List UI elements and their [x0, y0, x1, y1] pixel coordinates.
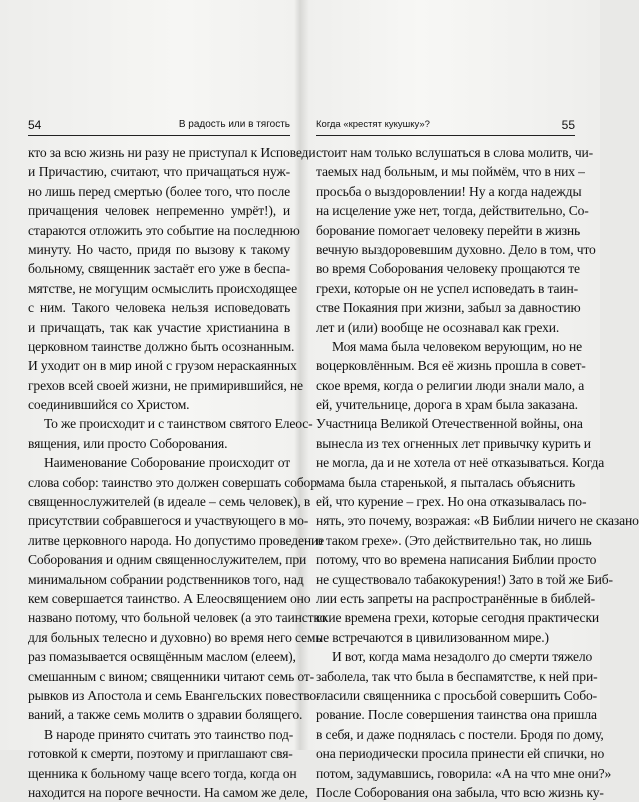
text-line: И вот, когда мама незадолго до смерти тяжело	[332, 649, 593, 665]
text-line: минуту. Но часто, придя по вызову к такому	[28, 241, 290, 257]
running-title: В радость или в тягость	[178, 119, 290, 130]
text-line: на исцеление уже нет, тогда, действительно, Со-	[316, 203, 589, 219]
page-number: 54	[28, 118, 42, 132]
text-line: присутствии собравшегося и участвующего в мо-	[28, 513, 309, 529]
text-line: стараются отложить это событие на последнюю	[28, 222, 300, 238]
text-line: раз помазывается освящённым маслом (елеем),	[28, 649, 296, 665]
text-line: борование помогает человеку перейти в жизнь	[316, 222, 581, 238]
text-line: в себя, и даже поднялась с постели. Бродя по дому,	[316, 726, 604, 742]
text-line: То же происходит и с таинством святого Елеос-	[44, 416, 313, 432]
text-line: не существовало табакокурения!) Зато в той же Биб-	[316, 571, 613, 587]
body-text	[28, 143, 327, 802]
text-line: причащения человек непременно умрёт!), и	[28, 203, 290, 219]
running-title: Когда «крестят кукушку»?	[316, 119, 430, 130]
text-line: минимальном собрании родственников того, над	[28, 571, 304, 587]
right-running-head	[316, 118, 575, 132]
text-line: грехи, которые он не успел исповедать в таин-	[316, 280, 579, 296]
text-line: Участница Великой Отечественной войны, она	[316, 416, 583, 432]
text-line: во время Соборования человеку прощаются те	[316, 261, 580, 277]
text-line: но лишь перед смертью (более того, что после	[28, 183, 291, 199]
text-line: заболела, так что была в беспамятстве, к ней при-	[316, 668, 598, 684]
text-line: не могла, да и не хотела от неё отказываться. Когда	[316, 455, 605, 471]
text-line: и причащать, так как участие христианина в	[28, 319, 290, 335]
text-line: церковном таинстве должно быть осознанным.	[28, 338, 295, 354]
text-line: таемых над больным, и мы поймём, что в них –	[316, 164, 585, 180]
text-line: ваний, а также семь молитв о здравии болящего.	[28, 707, 303, 723]
text-line: Наименование Соборование происходит от	[44, 455, 290, 471]
text-line: грехов всей своей жизни, не примирившийся, не	[28, 377, 303, 393]
text-line: стве Покаяния при жизни, забыл за давностию	[316, 300, 581, 316]
left-running-head	[28, 118, 290, 132]
text-line: ей, учительнице, дорога в храм была заказана.	[316, 397, 578, 413]
text-line: священнослужителей (в идеале – семь человек), в	[28, 494, 311, 510]
text-line: И уходит он в мир иной с грузом нераскаянных	[28, 358, 297, 374]
text-line: находится на пороге вечности. На самом же деле,	[28, 784, 308, 800]
text-line: После Соборования она забыла, что всю жизнь ку-	[316, 784, 604, 800]
text-line: стоит нам только вслушаться в слова молитв, чи-	[316, 145, 594, 160]
page-number: 55	[561, 118, 575, 132]
text-line: смешанным с вином; священники читают семь от-	[28, 668, 315, 684]
text-line: для больных телесно и духовно) во время него семь	[28, 629, 322, 645]
text-line: рование. После совершения таинства она пришла	[316, 707, 597, 723]
text-line: ское время, когда о религии люди знали мало, а	[316, 377, 585, 393]
body-text	[316, 143, 639, 802]
text-line: вящения, или просто Соборования.	[28, 435, 228, 451]
text-line: ские времена грехи, которые сегодня практически	[316, 610, 600, 626]
text-line: гласили священника с просьбой совершить Собо-	[316, 687, 598, 703]
text-line: о таком грехе». (Это действительно так, но лишь	[316, 532, 592, 548]
text-line: литве церковного народа. Но допустимо проведение	[28, 532, 325, 548]
text-line: Моя мама была человеком верующим, но не	[332, 338, 582, 354]
text-line: мятстве, не могущим осмыслить происходящее	[28, 280, 297, 296]
text-line: больному, священник застаёт его уже в беспа-	[28, 261, 290, 277]
text-line: рывков из Апостола и семь Евангельских повество-	[28, 687, 321, 703]
text-line: кто за всю жизнь ни разу не приступал к Исповеди	[28, 145, 316, 160]
text-line: ей, что курение – грех. Но она отказывалась по-	[316, 494, 587, 510]
text-line: и Причастию, считают, что причащаться нуж-	[28, 164, 290, 180]
header-rule	[28, 135, 290, 136]
text-line: готовкой к смерти, поэтому и приглашают свя-	[28, 746, 293, 762]
text-line: просьба о выздоровлении! Ну а когда надежды	[316, 183, 582, 199]
text-line: названо потому, что больной человек (а это таинство	[28, 610, 327, 626]
text-line: слова собор: таинство это должен совершать собор	[28, 474, 317, 490]
text-line: потому, что во времена написания Библии просто	[316, 552, 597, 568]
text-line: потом, задумавшись, говорила: «А на что мне они?»	[316, 765, 612, 781]
text-line: В народе принято считать это таинство под-	[44, 726, 294, 742]
text-line: она периодически просила принести ей спички, но	[316, 746, 605, 762]
text-line: соединившийся со Христом.	[28, 397, 190, 413]
text-line: лет и (или) вообще не осознавал как грехи.	[316, 319, 560, 335]
text-line: вынесла из тех огненных лет привычку курить и	[316, 435, 591, 451]
text-line: мама была старенькой, я пыталась объяснить	[316, 474, 575, 490]
text-line: лии есть запреты на распространённые в библей-	[316, 590, 595, 606]
text-line: Соборования и одним священнослужителем, при	[28, 552, 307, 568]
text-line: нять, это почему, возражая: «В Библии ничего не сказано	[316, 513, 639, 529]
right-page	[301, 0, 639, 800]
text-line: не встречаются в цивилизованном мире.)	[316, 629, 549, 645]
text-line: кем совершается таинство. А Елеосвящением оно	[28, 590, 311, 606]
text-line: вечную выздоровевшим духовно. Дело в том, что	[316, 241, 596, 257]
text-line: щенника к больному чаще всего тогда, когда он	[28, 765, 297, 781]
text-line: воцерковлённым. Вся её жизнь прошла в совет-	[316, 358, 586, 374]
header-rule	[316, 135, 575, 136]
text-line: с ним. Такого человека нельзя исповедовать	[28, 300, 290, 316]
